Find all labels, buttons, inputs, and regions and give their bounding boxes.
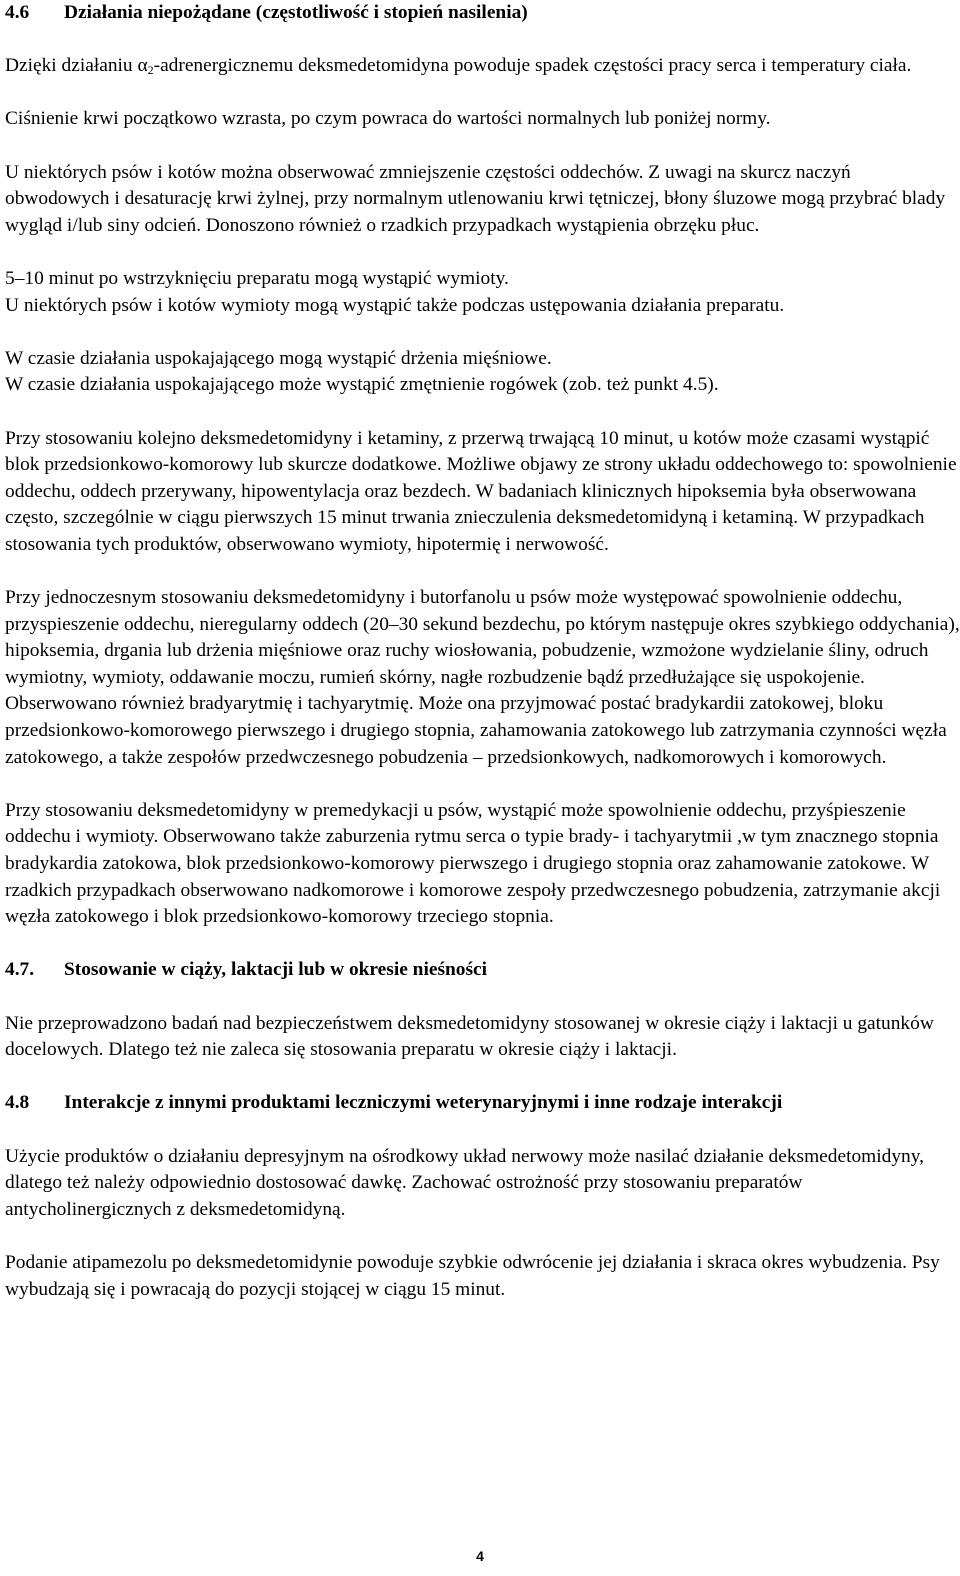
spacer	[5, 319, 960, 346]
section-number: 4.6	[5, 2, 30, 23]
spacer	[5, 984, 960, 1011]
paragraph-vomiting-2: U niektórych psów i kotów wymioty mogą wystąpić także podczas ustępowania działania preparatu.	[5, 294, 785, 316]
paragraph-blood-pressure: Ciśnienie krwi początkowo wzrasta, po czym powraca do wartości normalnych lub poniżej normy.	[5, 108, 771, 130]
spacer	[5, 133, 960, 160]
paragraph-vomiting-1: 5–10 minut po wstrzyknięciu preparatu mogą wystąpić wymioty.	[5, 267, 509, 289]
paragraph-premedication: Przy stosowaniu deksmedetomidyny w premedykacji u psów, wystąpić może spowolnienie oddechu, przyśpieszenie oddechu i wymioty. Obserwowano także zaburzenia rytmu serca o typie brady- i tachyarytmii ,w tym znacznego stopnia bradykardia zatokowa, blok przedsionkowo-komorowy pierwszego i drugiego stopnia oraz zahamowanie zatokowe. W rzadkich przypadkach obserwowano nadkomorowe i komorowe zespoły przedwczesnego pobudzenia, zatrzymanie akcji węzła zatokowego i blok przedsionkowo-komorowy trzeciego stopnia.	[5, 799, 941, 928]
document-body	[5, 0, 960, 1303]
spacer	[5, 1117, 960, 1144]
section-title: Interakcje z innymi produktami leczniczymi weterynaryjnymi i inne rodzaje interakcji	[64, 1092, 783, 1114]
paragraph-atipamezole: Podanie atipamezolu po deksmedetomidynie powoduje szybkie odwrócenie jej działania i skraca okres wybudzenia. Psy wybudzają się i powracają do pozycji stojącej w ciągu 15 minut.	[5, 1251, 940, 1300]
section-heading-4-6	[5, 0, 960, 27]
spacer	[5, 1223, 960, 1250]
paragraph-pregnancy: Nie przeprowadzono badań nad bezpieczeństwem deksmedetomidyny stosowanej w okresie ciąży i laktacji u gatunków docelowych. Dlatego też nie zaleca się stosowania preparatu w okresie ciąży i laktacji.	[5, 1012, 934, 1061]
spacer	[5, 27, 960, 54]
paragraph-cns-depressants: Użycie produktów o działaniu depresyjnym na ośrodkowy układ nerwowy może nasilać działanie deksmedetomidyny, dlatego też należy odpowiednio dostosować dawkę. Zachować ostrożność przy stosowaniu preparatów antycholinergicznych z deksmedetomidyną.	[5, 1145, 924, 1220]
section-heading-4-8	[5, 1090, 960, 1117]
section-title: Działania niepożądane (częstotliwość i stopień nasilenia)	[64, 2, 528, 23]
spacer	[5, 399, 960, 426]
paragraph-cornea: W czasie działania uspokajającego może wystąpić zmętnienie rogówek (zob. też punkt 4.5).	[5, 374, 719, 396]
paragraph-heart-rate	[5, 53, 960, 80]
paragraph-respiration: U niektórych psów i kotów można obserwować zmniejszenie częstości oddechów. Z uwagi na skurcz naczyń obwodowych i desaturację krwi żylnej, przy normalnym utlenowaniu krwi tętniczej, błony śluzowe mogą przybrać blady wygląd i/lub siny odcień. Donoszono również o rzadkich przypadkach wystąpienia obrzęku płuc.	[5, 161, 946, 236]
section-number: 4.7.	[5, 959, 35, 981]
section-number: 4.8	[5, 1092, 30, 1114]
section-heading-4-7	[5, 957, 960, 984]
paragraph-tremors: W czasie działania uspokajającego mogą wystąpić drżenia mięśniowe.	[5, 347, 552, 369]
subscript: 2	[147, 63, 154, 78]
page-number: 4	[476, 1548, 484, 1564]
spacer	[5, 80, 960, 107]
spacer	[5, 771, 960, 798]
spacer	[5, 931, 960, 958]
paragraph-butorphanol: Przy jednoczesnym stosowaniu deksmedetomidyny i butorfanolu u psów może występować spowolnienie oddechu, przyspieszenie oddechu, nieregularny oddech (20–30 sekund bezdechu, po którym następuje okres szybkiego oddychania), hipoksemia, drgania lub drżenia mięśniowe oraz ruchy wiosłowania, pobudzenie, wzmożone wydzielanie śliny, odruch wymiotny, wymioty, oddawanie moczu, rumień skórny, nagłe rozbudzenie bądź przedłużające się uspokojenie. Obserwowano również bradyarytmię i tachyarytmię. Może ona przyjmować postać bradykardii zatokowej, bloku przedsionkowo-komorowego pierwszego i drugiego stopnia, zahamowania zatokowego lub zatrzymania czynności węzła zatokowego, a także zespołów przedwczesnego pobudzenia – przedsionkowych, nadkomorowych i komorowych.	[5, 587, 960, 768]
spacer	[5, 1064, 960, 1091]
paragraph-ketamine: Przy stosowaniu kolejno deksmedetomidyny i ketaminy, z przerwą trwającą 10 minut, u kotów może czasami wystąpić blok przedsionkowo-komorowy lub skurcze dodatkowe. Możliwe objawy ze strony układu oddechowego to: spowolnienie oddechu, oddech przerywany, hipowentylacja oraz bezdech. W badaniach klinicznych hipoksemia była obserwowana często, szczególnie w ciągu pierwszych 15 minut trwania znieczulenia deksmedetomidyną i ketaminą. W przypadkach stosowania tych produktów, obserwowano wymioty, hipotermię i nerwowość.	[5, 427, 957, 555]
text-run: Dzięki działaniu α	[5, 55, 148, 77]
spacer	[5, 558, 960, 585]
text-run: -adrenergicznemu deksmedetomidyna powoduje spadek częstości pracy serca i temperatury ciała.	[153, 55, 912, 77]
section-title: Stosowanie w ciąży, laktacji lub w okresie nieśności	[64, 959, 488, 981]
spacer	[5, 239, 960, 266]
